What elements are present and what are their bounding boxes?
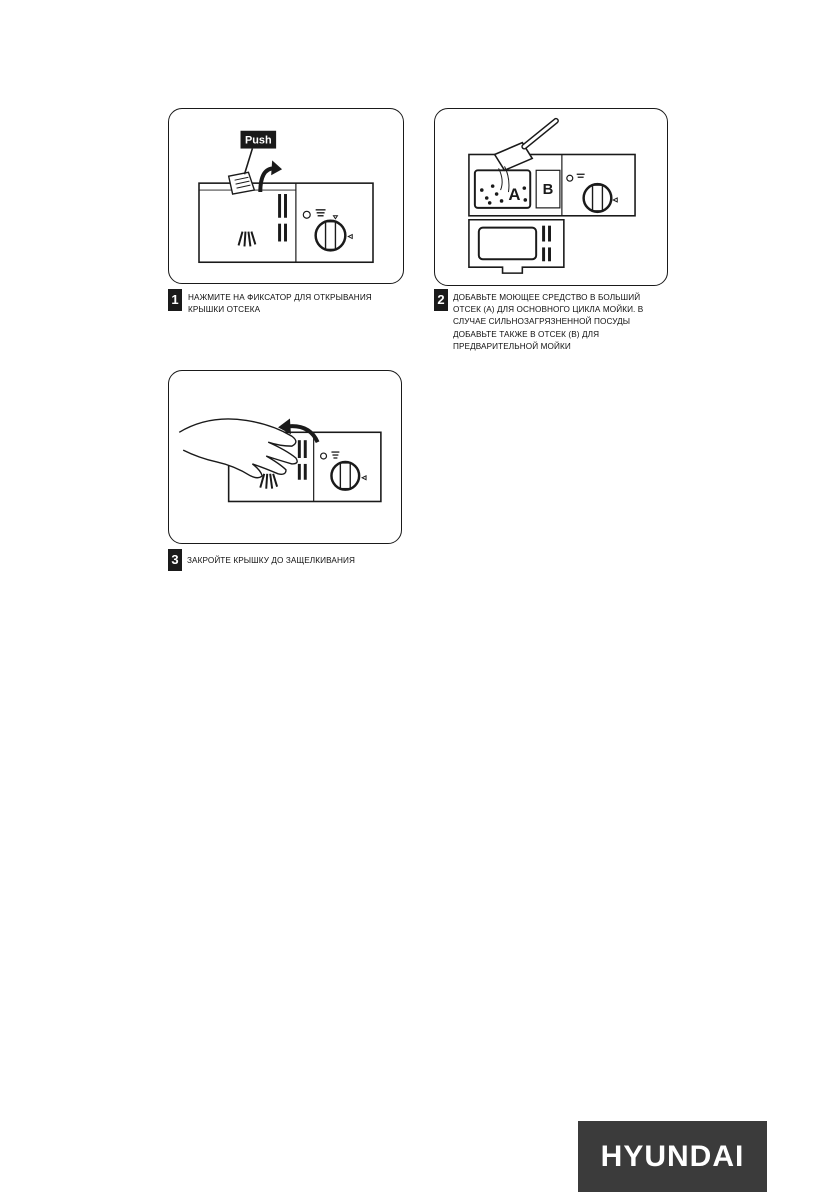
- step-3-number: 3: [168, 549, 182, 571]
- step-3-illustration: [168, 370, 402, 544]
- push-label: Push: [245, 134, 272, 147]
- dispenser-closing-hand-icon: [169, 371, 401, 543]
- step-2-caption: ДОБАВЬТЕ МОЮЩЕЕ СРЕДСТВО В БОЛЬШИЙ ОТСЕК (А) ДЛЯ ОСНОВНОГО ЦИКЛА МОЙКИ. В СЛУЧАЕ СИЛЬНОЗАГРЯЗНЕННОЙ ПОСУДЫ ДОБАВЬТЕ ТАКЖЕ В ОТСЕК (В) ДЛЯ ПРЕДВАРИТЕЛЬНОЙ МОЙКИ: [453, 293, 644, 351]
- compartment-b-label: B: [542, 182, 554, 199]
- step-1-illustration: [168, 108, 404, 284]
- step-1-caption: НАЖМИТЕ НА ФИКСАТОР ДЛЯ ОТКРЫВАНИЯ КРЫШКИ ОТСЕКА: [188, 293, 372, 315]
- step-3-caption: ЗАКРОЙТЕ КРЫШКУ ДО ЗАЩЕЛКИВАНИЯ: [187, 556, 355, 565]
- step-2-number: 2: [434, 289, 448, 311]
- dispenser-open-icon: [435, 109, 667, 285]
- step-1-number: 1: [168, 289, 182, 311]
- compartment-a-label: A: [508, 184, 521, 204]
- dispenser-closed-icon: [169, 109, 403, 283]
- step-2-illustration: [434, 108, 668, 286]
- hyundai-logo: HYUNDAI: [578, 1121, 767, 1192]
